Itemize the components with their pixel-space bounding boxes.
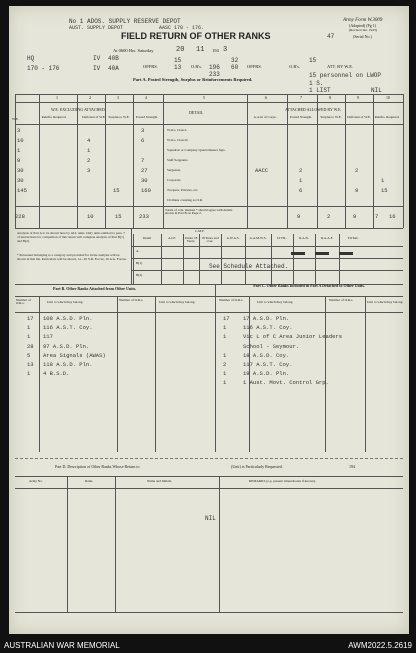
part_b-row-unit: 116 A.S.T. Coy. xyxy=(43,324,93,332)
total-extra: 16 xyxy=(389,213,396,220)
cell-c4: 27 xyxy=(141,167,148,174)
cell-c9: 2 xyxy=(355,167,359,174)
part_c-row-unit: 116 A.S.T. Coy. xyxy=(243,324,293,332)
cell-we: 30 xyxy=(17,177,24,184)
row-detail: W.O.s. Class I. xyxy=(167,128,188,132)
part-c-col-num-2: Number of O.R.s. xyxy=(329,298,354,302)
part_c-row-count: 1 xyxy=(223,370,227,378)
part_c-row-count: 1 xyxy=(223,351,227,359)
cell-c6: AACC xyxy=(255,167,269,174)
cell-c2: 3 xyxy=(87,167,91,174)
officers-label: OFFRS. xyxy=(143,64,158,69)
row-detail: Squadron or Company Quartermaster Sgts. xyxy=(167,148,226,152)
hq-category-1-value: 40B xyxy=(108,55,119,62)
form-adapted: (Adapted) (Pg 1) xyxy=(349,23,377,28)
ors-label: O.R's. xyxy=(191,64,203,69)
column-number: 3 xyxy=(117,95,119,100)
footer-institution: AUSTRALIAN WAR MEMORIAL xyxy=(4,641,120,650)
part_b-row-unit: 108 A.S.D. Pln. xyxy=(43,315,93,322)
header-c3: Surplus to W.E. xyxy=(108,115,130,119)
ors-value-1: 196 xyxy=(209,64,220,71)
part-a-title: Part A. Posted Strength, Surplus or Reinforcements Required. xyxy=(133,77,253,82)
total-c10: 7 xyxy=(375,213,379,220)
cell-c4: 160 xyxy=(141,187,151,194)
row-detail: Staff Sergeants. xyxy=(167,158,189,162)
total-c2: 10 xyxy=(87,213,94,220)
analysis-col-header: CIVIL. xyxy=(277,236,287,240)
ors-2-value-2: 60 xyxy=(231,64,239,71)
hq-code: 170 - 176 xyxy=(27,65,60,72)
header-c1: Reinfts. Required. xyxy=(41,115,67,119)
analysis-col-header: Under 18 Years. xyxy=(184,236,198,244)
cell-c10: 15 xyxy=(381,187,388,194)
part-c-title: Part C. Other Ranks Included in Part A Detached to Other Units. xyxy=(253,283,365,288)
attached-number: 15 xyxy=(309,57,317,64)
row-detail: Sergeants. xyxy=(167,168,181,172)
form-number: Army Form W.3009 xyxy=(343,18,383,23)
analysis-label: Analysis of Part A to be shown here by ALL units. Only units entitled to para. 7 of instructions for completion of this return will complete analysis of Part B(1) and B(2). xyxy=(17,231,125,243)
part_c-row-unit: 19 A.S.D. Pln. xyxy=(243,370,290,378)
part_c-row-count: 2 xyxy=(223,361,227,368)
row-detail: W.O.s. Class II. xyxy=(167,138,189,142)
part-d-col-remarks: REMARKS (e.g. present whereabouts if known). xyxy=(249,479,316,483)
cell-c7: 6 xyxy=(299,187,303,194)
total-we: 228 xyxy=(15,213,25,220)
date-day: 20 xyxy=(176,46,185,54)
total-c4: 233 xyxy=(139,213,149,220)
header-c9: Deficient of W.E. xyxy=(347,115,371,119)
note-list: 1 LIST xyxy=(309,87,331,94)
footer-accession-number: AWM2022.5.2619 xyxy=(348,641,412,650)
total-c3: 15 xyxy=(115,213,122,220)
hq-label: HQ xyxy=(27,55,35,62)
cell-we: 145 xyxy=(17,187,27,194)
date-line-label: At 0600 Hrs. Saturday xyxy=(113,48,154,53)
note-s: 1 S. xyxy=(309,80,324,87)
total-c9: 9 xyxy=(353,213,357,220)
column-number: 9 xyxy=(357,95,359,100)
part_c-row-unit: 17 A.S.D. Pln. xyxy=(243,315,290,322)
analysis-row-label: B(2) xyxy=(136,273,143,277)
column-number: 7 xyxy=(300,95,302,100)
part_b-row-count: 17 xyxy=(27,315,34,322)
column-number: 8 xyxy=(329,95,331,100)
part_c-row-count: 1 xyxy=(223,379,227,387)
cell-c7: 1 xyxy=(299,177,303,184)
analysis-col-header: Detail xyxy=(142,236,152,240)
part_c-row-unit: School - Seymour. xyxy=(243,342,300,350)
part-b-col-num: Number of O.R.s. xyxy=(16,298,31,306)
cell-c2: 4 xyxy=(87,137,91,144)
hq-category-1: IV xyxy=(93,55,101,62)
row-detail: Corporals. xyxy=(167,178,182,182)
cell-c3: 15 xyxy=(113,187,120,194)
cell-c4: 3 xyxy=(141,127,145,134)
column-number: 6 xyxy=(265,95,267,100)
part_b-row-count: 13 xyxy=(27,361,34,368)
analysis-col-header: R.A.N. xyxy=(299,236,309,240)
part-c-col-num: Number of O.R.s. xyxy=(219,298,244,302)
cmf-label: C.M.F. xyxy=(195,229,205,233)
part-c-col-unit-2: Unit to which they belong. xyxy=(367,300,404,304)
archive-footer xyxy=(0,638,416,653)
part-d-nil: NIL xyxy=(205,515,216,522)
column-number: 1 xyxy=(56,95,58,100)
part_b-row-count: 28 xyxy=(27,342,34,350)
unit-name-line1: No 1 ADOS. SUPPLY RESERVE DEPOT xyxy=(69,18,181,25)
cell-c9: 9 xyxy=(355,187,359,194)
part-b-col-num-2: Number of O.R.s. xyxy=(119,298,144,302)
redaction-bar xyxy=(315,252,329,255)
officers-2-label: OFFRS. xyxy=(247,64,262,69)
cell-c4: 30 xyxy=(141,177,148,184)
part-b-col-unit-2: Unit to which they belong. xyxy=(159,300,196,304)
date-year-digit: 3 xyxy=(223,46,228,54)
date-year: 194 xyxy=(212,48,219,53)
column-number: 4 xyxy=(145,95,147,100)
analysis-row-label: A. xyxy=(136,249,140,253)
serial-number: 47 xyxy=(327,33,335,40)
part_b-row-unit: 97 A.S.D. Pln. xyxy=(43,342,90,350)
analysis-col-header: A.A.M.W.S. xyxy=(249,236,267,240)
part_b-row-unit: 118 A.S.D. Pln. xyxy=(43,361,93,368)
part-d-title: Part D. Description of Other Ranks Whose Return to xyxy=(55,464,140,469)
part-d-title-2: (Unit) is Particularly Requested. xyxy=(231,464,283,469)
attached-by-we-label: ATT. BY W.E. xyxy=(327,64,354,69)
see-schedule-attached: See Schedule Attached. xyxy=(209,263,289,270)
analysis-col-header: A.I.F. xyxy=(168,236,176,240)
column-number: 2 xyxy=(89,95,91,100)
cell-c4: 6 xyxy=(141,137,145,144)
form-revised: (Revised Jan. 1943) xyxy=(349,28,377,32)
part-c-col-unit: Unit to which they belong. xyxy=(257,300,294,304)
cell-c10: 1 xyxy=(381,177,385,184)
officers-value-1: 15 xyxy=(174,57,182,64)
row-detail: Troopers, Privates, etc. xyxy=(167,188,199,192)
part_c-row-unit: Vic L of C Area Junior Leaders xyxy=(243,333,343,341)
part-d-col-army-no: Army No. xyxy=(29,479,43,483)
cell-we: 9 xyxy=(17,157,21,164)
total-detail: Totals of cols. marked * should agree with details shown in Part B on Page 2. xyxy=(165,208,233,216)
cell-we: 1 xyxy=(17,147,21,154)
cell-we: 10 xyxy=(17,137,24,144)
part-b-title: Part B. Other Ranks Attached from Other Units. xyxy=(53,286,137,291)
header-att-allowed: ATTACHED ALLOWED BY W.E. xyxy=(285,107,342,112)
total-c7: 9 xyxy=(297,213,301,220)
unit-name-line2b: AASC 170 - 176. xyxy=(159,25,205,31)
header-c7: Posted Strength. xyxy=(289,115,313,119)
ors-2-label: O.R's. xyxy=(289,64,301,69)
header-c2: Deficient of W.E. xyxy=(82,115,106,119)
total-c8: 2 xyxy=(327,213,331,220)
analysis-col-header: 18 Years and over. xyxy=(201,236,219,244)
analysis-col-header: R.A.A.F. xyxy=(320,236,334,240)
part-d-col-rank: Rank. xyxy=(85,479,94,483)
cell-c2: 1 xyxy=(87,147,91,154)
part_c-row-count: 17 xyxy=(223,315,230,322)
header-c4: Posted Strength. xyxy=(135,115,159,119)
part_c-row-count: 1 xyxy=(223,324,227,332)
header-c8: Surplus to W.E. xyxy=(320,115,342,119)
part_c-row-unit: 117 A.S.T. Coy. xyxy=(243,361,293,368)
redaction-bar xyxy=(339,252,353,255)
hq-category-2: IV xyxy=(93,65,101,72)
ors-2-value-1: 32 xyxy=(231,57,239,64)
part_c-row-count: 1 xyxy=(223,333,227,341)
part_b-row-unit: Area Signals (AWAS) xyxy=(43,351,106,359)
header-we-excl: W.E. EXCLUDING ATTACHED xyxy=(51,107,105,112)
redaction-bar xyxy=(291,252,305,255)
row-detail: Civilians counting as O.R. xyxy=(167,198,203,202)
cell-c2: 2 xyxy=(87,157,91,164)
part_c-row-unit: 18 A.S.D. Coy. xyxy=(243,351,290,359)
cell-c7: 2 xyxy=(299,167,303,174)
date-month: 11 xyxy=(196,46,205,54)
part_b-row-unit: 117 xyxy=(43,333,53,341)
header-c6: A.or.m of Corps. xyxy=(253,115,277,119)
analysis-footnote: * Personnel belonging to a category and provided for in the analysis will be shown in this list. Particulars will be shown, i.e., 20 V.R. Forces, 10 A.G. Forces. xyxy=(17,253,127,261)
document-sheet xyxy=(9,6,409,634)
form-title: FIELD RETURN OF OTHER RANKS xyxy=(121,31,271,41)
cell-we: 30 xyxy=(17,167,24,174)
officers-value-2: 13 xyxy=(174,64,182,71)
part_c-row-unit: 1 Aust. Movt. Control Grp. xyxy=(243,379,329,387)
part_b-row-count: 1 xyxy=(27,370,31,378)
analysis-col-header: TOTAL xyxy=(347,236,359,240)
personnel-note: 15 personnel on LWOP xyxy=(309,72,382,79)
cell-we: 3 xyxy=(17,127,21,134)
column-number: 10 xyxy=(386,95,390,100)
column-number: 5 xyxy=(203,95,205,100)
part_b-row-count: 1 xyxy=(27,324,31,332)
part_b-row-count: 1 xyxy=(27,333,31,341)
serial-label: (Serial No.) xyxy=(353,34,372,39)
unit-name-line2: AUST. SUPPLY DEPOT xyxy=(69,25,124,31)
header-c10: Reinfts. Required. xyxy=(374,115,400,119)
part-d-year: 194 xyxy=(349,464,355,469)
header-detail: DETAIL xyxy=(189,110,204,115)
analysis-row-label: B(1) xyxy=(136,261,143,265)
part-b-col-unit: Unit to which they belong. xyxy=(47,300,84,304)
part_b-row-unit: 4 B.S.D. xyxy=(43,370,70,378)
ors-value-2: 233 xyxy=(209,71,220,78)
analysis-col-header: A.W.A.S. xyxy=(226,236,240,240)
note-nil: NIL xyxy=(371,87,382,94)
cell-c4: 7 xyxy=(141,157,145,164)
part-d-col-name: Name and Initials. xyxy=(147,479,172,483)
header-we-col: W.E. xyxy=(12,117,19,121)
hq-category-2-value: 40A xyxy=(108,65,119,72)
part_b-row-count: 5 xyxy=(27,351,31,359)
